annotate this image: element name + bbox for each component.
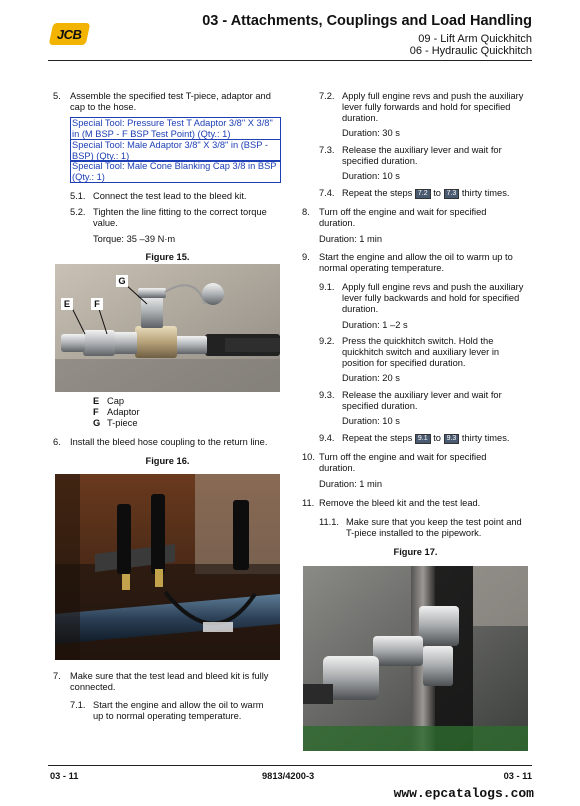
callout-label: E (61, 298, 73, 310)
tool-text: (Qty.: 1) (72, 171, 105, 182)
special-tool-link[interactable] (70, 139, 281, 162)
jcb-logo (49, 23, 91, 45)
substep-text: Connect the test lead to the bleed kit. (93, 191, 247, 201)
step-text: Install the bleed hose coupling to the return line. (70, 437, 268, 447)
step-ref-link[interactable]: 7.2 (415, 189, 431, 199)
step-text: Start the engine and allow the oil to warm up to (319, 252, 513, 262)
substep-number: 7.1. (70, 700, 86, 710)
duration-value: Duration: 20 s (342, 373, 400, 383)
callout-label: F (91, 298, 103, 310)
repeat-text: Repeat the steps (342, 188, 413, 198)
substep-text: lever fully forwards and hold for specified (342, 102, 511, 112)
substep-text: Start the engine and allow the oil to warm (93, 700, 264, 710)
substep-text: Release the auxiliary lever and wait for (342, 390, 502, 400)
substep-text (342, 188, 509, 200)
substep-number: 5.2. (70, 207, 86, 217)
step-ref-link[interactable]: 9.1 (415, 434, 431, 444)
tool-text: Special Tool: Male Cone Blanking Cap 3/8 in BSP (72, 161, 277, 171)
logo-text: JCB (57, 26, 82, 42)
substep-text: specified duration. (342, 401, 418, 411)
watermark: www.epcatalogs.com (393, 786, 534, 801)
repeat-text: to (433, 188, 441, 198)
step-text: connected. (70, 682, 116, 692)
torque-value: Torque: 35 –39 N·m (93, 234, 176, 244)
substep-number: 9.3. (319, 390, 335, 400)
page-subtitle-topic: 06 - Hydraulic Quickhitch (409, 45, 532, 57)
substep-text: Release the auxiliary lever and wait for (342, 145, 502, 155)
substep-number: 9.2. (319, 336, 335, 346)
substep-number: 5.1. (70, 191, 86, 201)
step-ref-link[interactable]: 7.3 (444, 189, 460, 199)
substep-text: position for specified duration. (342, 358, 466, 368)
figure-15-photo (55, 264, 280, 392)
legend-key: G (93, 418, 101, 428)
callout-label: G (116, 275, 128, 287)
figure-17-photo (303, 566, 528, 751)
substep-text: Make sure that you keep the test point and (346, 517, 522, 527)
duration-value: Duration: 1 min (319, 234, 383, 244)
step-text: duration. (319, 463, 356, 473)
header-rule (48, 60, 532, 61)
substep-text: up to normal operating temperature. (93, 711, 242, 721)
figure-16-photo (55, 474, 280, 660)
substep-number: 7.2. (319, 91, 335, 101)
substep-text: Press the quickhitch switch. Hold the (342, 336, 494, 346)
step-number: 6. (53, 437, 61, 447)
duration-value: Duration: 30 s (342, 128, 400, 138)
step-text: Turn off the engine and wait for specified (319, 207, 487, 217)
step-text: normal operating temperature. (319, 263, 445, 273)
special-tool-link[interactable] (70, 160, 281, 183)
legend-label: T-piece (107, 418, 138, 428)
substep-text: Tighten the line fitting to the correct torque (93, 207, 267, 217)
duration-value: Duration: 1 –2 s (342, 320, 408, 330)
substep-text: quickhitch switch and auxiliary lever in (342, 347, 500, 357)
substep-number: 9.4. (319, 433, 335, 443)
substep-text: lever fully backwards and hold for specified (342, 293, 520, 303)
step-number: 11. (302, 498, 315, 508)
step-ref-link[interactable]: 9.3 (444, 434, 460, 444)
substep-number: 7.3. (319, 145, 335, 155)
substep-text: specified duration. (342, 156, 418, 166)
step-text: Turn off the engine and wait for specified (319, 452, 487, 462)
step-number: 8. (302, 207, 310, 217)
step-number: 7. (53, 671, 61, 681)
repeat-text: to (433, 433, 441, 443)
substep-text: Apply full engine revs and push the auxiliary (342, 282, 524, 292)
tool-text: Special Tool: Pressure Test T Adaptor 3/8" X 3/8" (72, 118, 273, 128)
legend-key: E (93, 396, 100, 406)
substep-text: value. (93, 218, 118, 228)
legend-label: Cap (107, 396, 125, 406)
step-text: Assemble the specified test T-piece, adaptor and (70, 91, 271, 101)
legend-key: F (93, 407, 99, 417)
step-number: 9. (302, 252, 310, 262)
duration-value: Duration: 10 s (342, 171, 400, 181)
page-title: 03 - Attachments, Couplings and Load Handling (202, 13, 532, 29)
substep-text (342, 433, 509, 445)
substep-text: duration. (342, 304, 379, 314)
substep-text: Apply full engine revs and push the auxiliary (342, 91, 524, 101)
substep-number: 9.1. (319, 282, 335, 292)
legend-label: Adaptor (107, 407, 140, 417)
repeat-text: Repeat the steps (342, 433, 413, 443)
step-text: cap to the hose. (70, 102, 137, 112)
substep-number: 7.4. (319, 188, 335, 198)
repeat-text: thirty times. (461, 433, 510, 443)
tool-text: Special Tool: Male Adaptor 3/8" X 3/8" in (BSP - (72, 140, 268, 150)
tool-text: in (M BSP - F BSP Test Point) (Qty.: 1) (72, 128, 231, 139)
figure-caption: Figure 17. (393, 547, 438, 557)
substep-number: 11.1. (319, 517, 339, 527)
figure-caption: Figure 16. (145, 456, 190, 466)
step-text: Remove the bleed kit and the test lead. (319, 498, 481, 508)
page-subtitle-section: 09 - Lift Arm Quickhitch (418, 33, 532, 45)
special-tool-link[interactable] (70, 117, 281, 140)
repeat-text: thirty times. (461, 188, 510, 198)
tool-text: BSP) (Qty.: 1) (72, 150, 130, 161)
footer-rule (48, 765, 532, 766)
substep-text: T-piece installed to the pipework. (346, 528, 482, 538)
substep-text: duration. (342, 113, 379, 123)
step-text: duration. (319, 218, 356, 228)
step-number: 10. (302, 452, 315, 462)
figure-caption: Figure 15. (145, 252, 190, 262)
duration-value: Duration: 10 s (342, 416, 400, 426)
footer-page-left: 03 - 11 (50, 771, 79, 781)
footer-page-right: 03 - 11 (503, 771, 532, 781)
step-text: Make sure that the test lead and bleed kit is fully (70, 671, 269, 681)
step-number: 5. (53, 91, 61, 101)
footer-doc-number: 9813/4200-3 (262, 771, 315, 781)
duration-value: Duration: 1 min (319, 479, 383, 489)
